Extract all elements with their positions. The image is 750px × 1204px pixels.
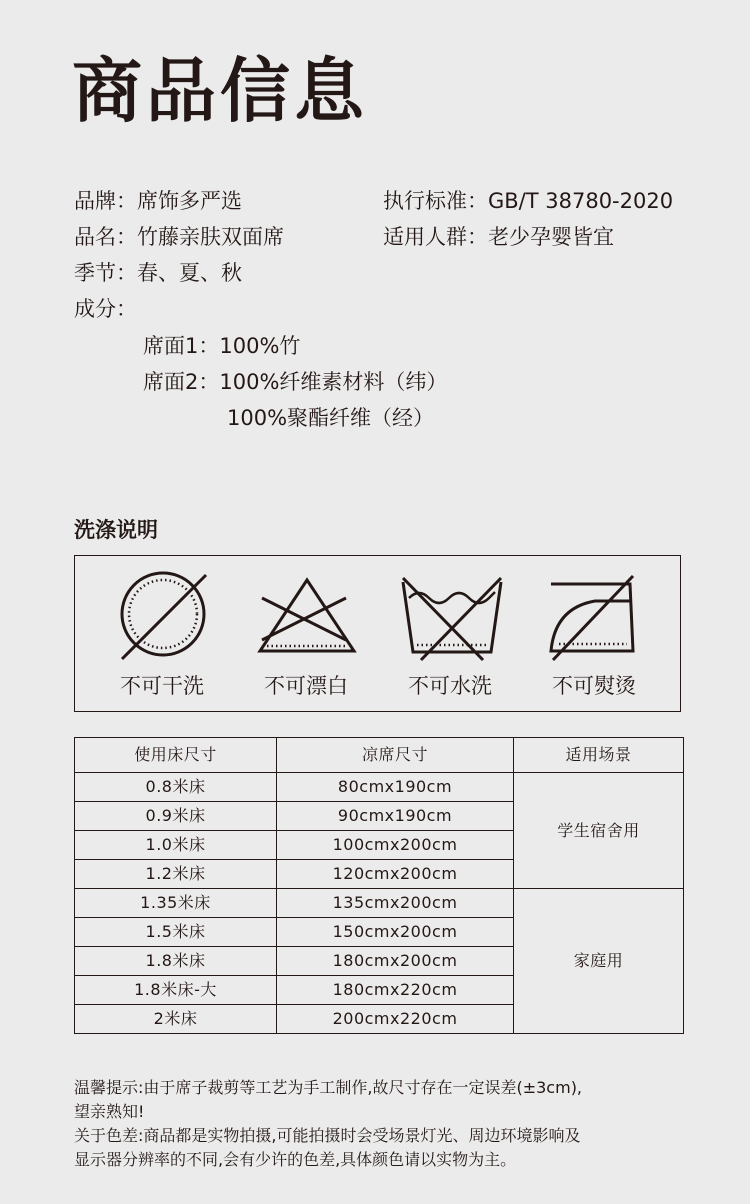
scene-cell-dorm: 学生宿舍用 <box>514 773 684 889</box>
care-section-title: 洗涤说明 <box>74 518 158 542</box>
audience-line: 适用人群：老少孕婴皆宜 <box>383 225 614 249</box>
care-label-no-dry-clean: 不可干洗 <box>120 674 204 698</box>
care-item-no-bleach <box>215 556 365 713</box>
bed-size-cell: 1.2米床 <box>75 860 277 889</box>
note-tolerance: 温馨提示:由于席子裁剪等工艺为手工制作,故尺寸存在一定误差(±3cm), <box>74 1078 583 1097</box>
page-title: 商品信息 <box>72 50 368 132</box>
mat-size-cell: 180cmx220cm <box>277 976 514 1005</box>
bed-size-cell: 1.0米床 <box>75 831 277 860</box>
mat-size-cell: 90cmx190cm <box>277 802 514 831</box>
mat-size-cell: 150cmx200cm <box>277 918 514 947</box>
product-name-line: 品名：竹藤亲肤双面席 <box>74 225 284 249</box>
bed-size-cell: 2米床 <box>75 1005 277 1034</box>
table-row <box>75 773 684 802</box>
face2-secondary-line: 100%聚酯纤维（经） <box>227 406 435 430</box>
bed-size-cell: 0.8米床 <box>75 773 277 802</box>
table-row <box>75 889 684 918</box>
header-mat-size: 凉席尺寸 <box>277 738 514 773</box>
header-bed-size: 使用床尺寸 <box>75 738 277 773</box>
brand-line: 品牌：席饰多严选 <box>74 189 242 213</box>
no-wash-icon <box>359 556 509 671</box>
bed-size-cell: 1.8米床 <box>75 947 277 976</box>
note-color: 关于色差:商品都是实物拍摄,可能拍摄时会受场景灯光、周边环境影响及 <box>74 1126 581 1145</box>
composition-label: 成分： <box>74 297 137 321</box>
bed-size-cell: 1.8米床-大 <box>75 976 277 1005</box>
header-scene: 适用场景 <box>514 738 684 773</box>
face1-line: 席面1：100%竹 <box>143 334 301 358</box>
note-color-end: 显示器分辨率的不同,会有少许的色差,具体颜色请以实物为主。 <box>74 1150 517 1169</box>
scene-cell-home: 家庭用 <box>514 889 684 1034</box>
care-item-no-iron <box>503 556 653 713</box>
no-iron-icon <box>503 556 653 671</box>
no-dry-clean-icon <box>71 556 221 671</box>
face2-line: 席面2：100%纤维素材料（纬） <box>143 370 448 394</box>
mat-size-cell: 200cmx220cm <box>277 1005 514 1034</box>
no-bleach-icon <box>215 556 365 671</box>
care-item-no-dry-clean <box>71 556 221 713</box>
notes <box>74 1076 694 1172</box>
mat-size-cell: 100cmx200cm <box>277 831 514 860</box>
season-line: 季节：春、夏、秋 <box>74 261 242 285</box>
bed-size-cell: 1.35米床 <box>75 889 277 918</box>
size-table <box>74 737 684 1034</box>
bed-size-cell: 0.9米床 <box>75 802 277 831</box>
care-label-no-wash: 不可水洗 <box>408 674 492 698</box>
bed-size-cell: 1.5米床 <box>75 918 277 947</box>
standard-line: 执行标准：GB/T 38780-2020 <box>383 189 674 213</box>
care-label-no-bleach: 不可漂白 <box>264 674 348 698</box>
mat-size-cell: 120cmx200cm <box>277 860 514 889</box>
mat-size-cell: 135cmx200cm <box>277 889 514 918</box>
mat-size-cell: 80cmx190cm <box>277 773 514 802</box>
mat-size-cell: 180cmx200cm <box>277 947 514 976</box>
note-tolerance-end: 望亲熟知! <box>74 1102 145 1121</box>
care-instructions-box <box>74 555 681 712</box>
care-item-no-wash <box>359 556 509 713</box>
table-header-row <box>75 738 684 773</box>
care-label-no-iron: 不可熨烫 <box>552 674 636 698</box>
